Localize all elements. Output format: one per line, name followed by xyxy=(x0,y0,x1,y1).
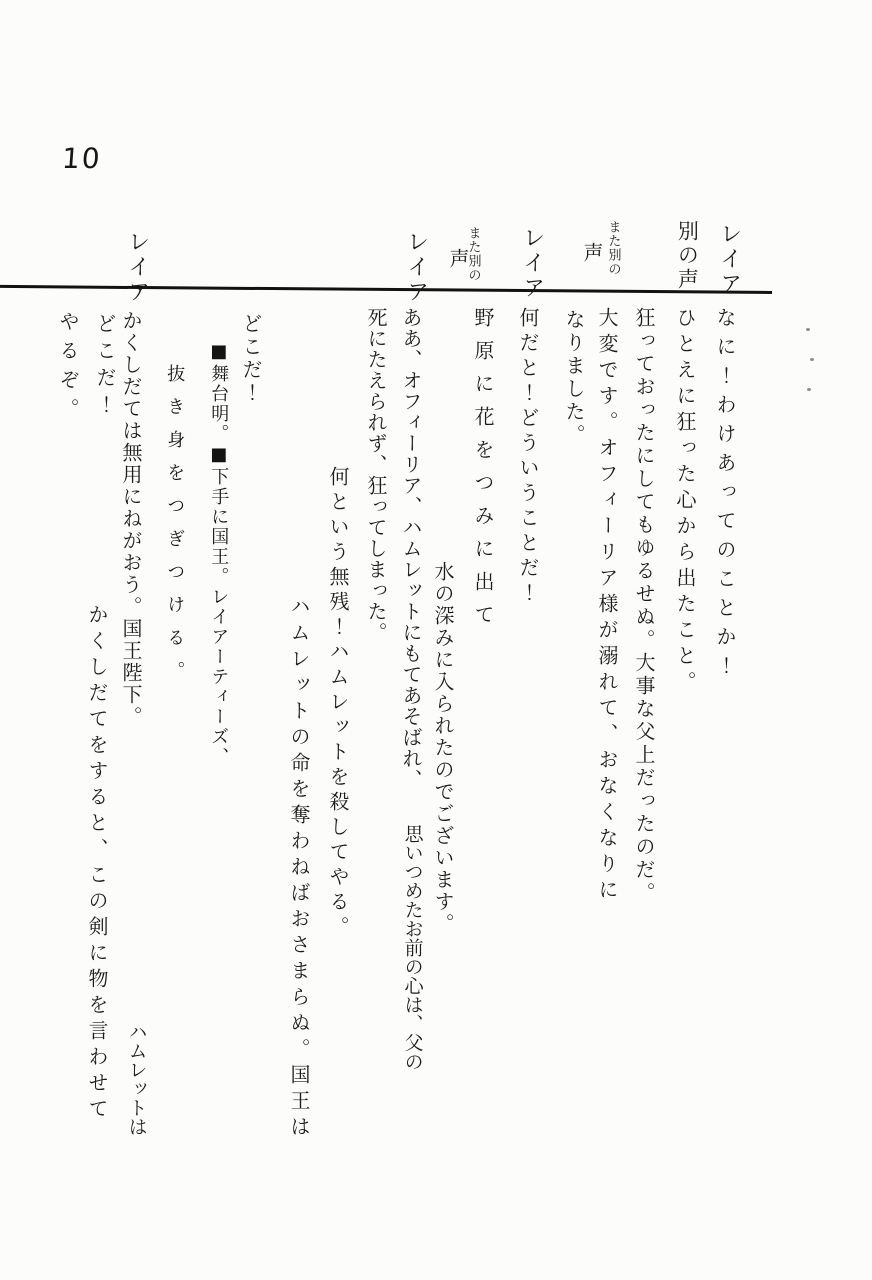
speaker-label: レイア xyxy=(716,222,742,297)
dialogue-column: かくしだては無用にねがおう。国王陛下。 xyxy=(119,310,143,728)
dialogue-column: 大変です。オフィーリア様が溺れて、おなくなりに xyxy=(595,307,619,905)
speaker-label-small: また別の xyxy=(465,226,481,282)
speaker-label: 別の声 xyxy=(675,220,700,292)
dialogue-column: やるぞ。 xyxy=(56,311,80,427)
speaker-label: 声 xyxy=(446,248,470,268)
scan-artifact xyxy=(810,358,814,361)
scan-artifact xyxy=(806,328,810,331)
page-number: 10 xyxy=(60,142,103,175)
dialogue-column-insertion: 思いつめたお前の心は、父の xyxy=(401,824,424,1071)
speaker-label: 声 xyxy=(580,242,604,262)
dialogue-column: ハムレットの命を奪わねばおさまらぬ。国王は xyxy=(287,596,311,1142)
dialogue-column: どこだ！ xyxy=(239,313,263,405)
dialogue-column: 何という無残！ハムレットを殺してやる。 xyxy=(326,466,350,941)
dialogue-column: 何だと！どういうことだ！ xyxy=(516,307,540,607)
dialogue-column: 狂っておったにしてもゆるせぬ。大事な父上だったのだ。 xyxy=(632,307,656,905)
dialogue-column: 死にたえられず、狂ってしまった。 xyxy=(364,307,388,643)
dialogue-column: 水の深みに入られたのでございます。 xyxy=(431,561,455,935)
stage-direction-column: 抜き身をつぎつける。 xyxy=(164,364,186,694)
scan-artifact xyxy=(807,388,811,391)
dialogue-column: どこだ！ xyxy=(93,313,117,421)
speaker-label-small: また別の xyxy=(605,220,621,276)
dialogue-column: ああ、オフィーリア、ハムレットにもてあそばれ、 xyxy=(399,307,423,790)
dialogue-column: なに！わけあってのことか！ xyxy=(713,307,737,684)
speaker-label: レイア xyxy=(403,230,429,305)
header-rule xyxy=(0,285,772,294)
dialogue-column: 野原に花をつみに出て xyxy=(471,307,495,637)
dialogue-column: ひとえに狂った心から出たこと。 xyxy=(673,307,697,697)
dialogue-column-insertion: ハムレットは xyxy=(125,1022,148,1136)
speaker-label: レイア xyxy=(519,226,545,301)
dialogue-column: なりました。 xyxy=(562,309,586,447)
dialogue-column: かくしだてをすると、この剣に物を言わせて xyxy=(85,604,109,1124)
speaker-label: レイア xyxy=(124,230,150,305)
stage-direction-column: ■舞台明。■下手に国王。レイアーティーズ、 xyxy=(208,341,230,767)
